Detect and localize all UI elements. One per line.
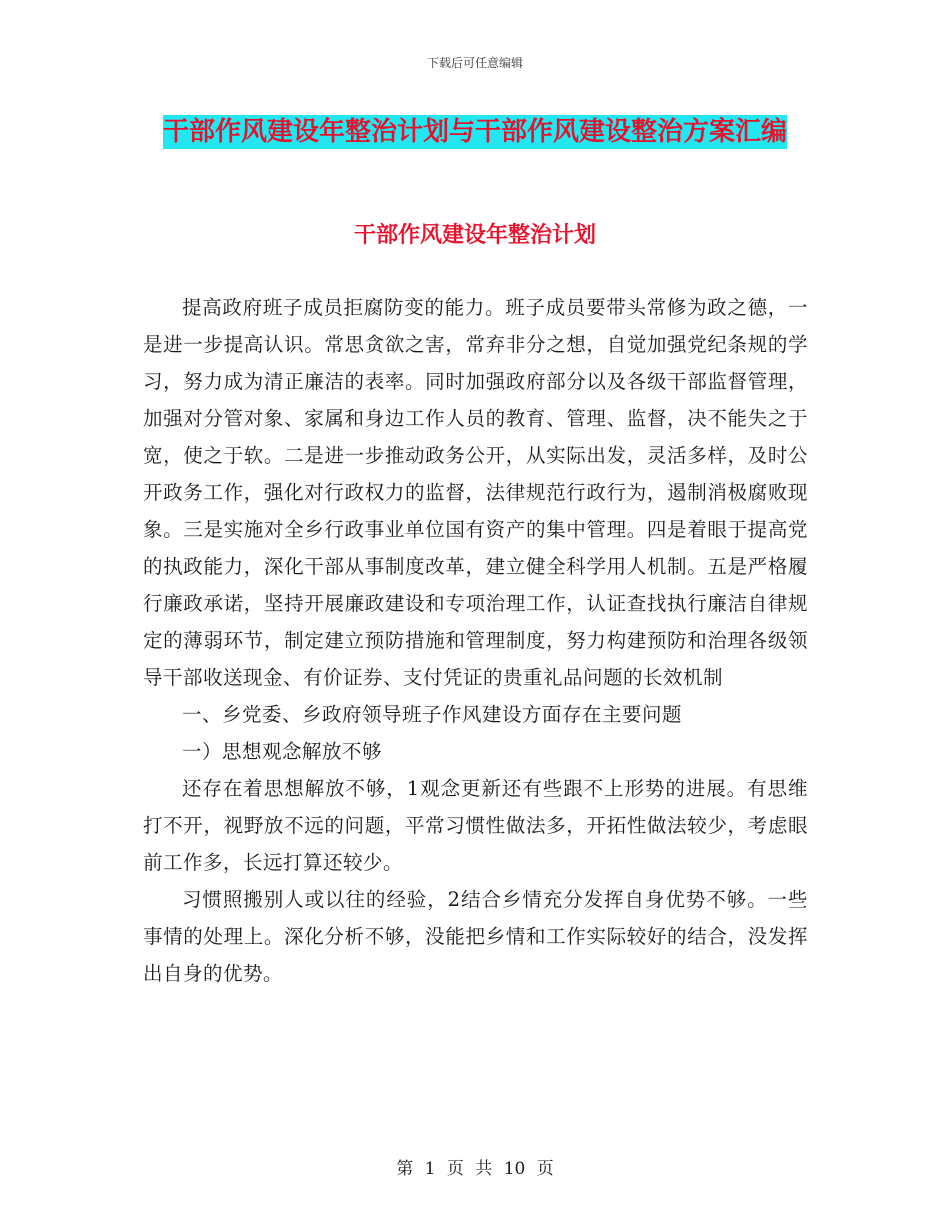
page-header-note: 下载后可任意编辑: [426, 56, 523, 70]
page-footer: 第 1 页 共 10 页: [396, 1159, 554, 1179]
body-paragraph: 一）思想观念解放不够: [182, 740, 383, 763]
body-paragraph: 提高政府班子成员拒腐防变的能力。班子成员要带头常修为政之德，一是进一步提高认识。常思贪欲之害，常弃非分之想，自觉加强党纪条规的学习，努力成为清正廉洁的表率。同时加强政府部分以及各级干部监督管理，加强对分管对象、家属和身边工作人员的教育、管理、监督，决不能失之于宽，使之于软。二是进一步推动政务公开，从实际出发，灵活多样，及时公开政务工作，强化对行政权力的监督，法律规范行政行为，遏制消极腐败现象。三是实施对全乡行政事业单位国有资产的集中管理。四是着眼于提高党的执政能力，深化干部从事制度改革，建立健全科学用人机制。五是严格履行廉政承诺，坚持开展廉政建设和专项治理工作，认证查找执行廉洁自律规定的薄弱环节，制定建立预防措施和管理制度，努力构建预防和治理各级领导干部收送现金、有价证券、支付凭证的贵重礼品问题的长效机制: [143, 296, 808, 689]
document-title: [140, 108, 810, 156]
document-body: [143, 289, 808, 992]
section-title: 干部作风建设年整治计划: [353, 223, 596, 248]
body-paragraph: 习惯照搬别人或以往的经验，2结合乡情充分发挥自身优势不够。一些事情的处理上。深化分析不够，没能把乡情和工作实际较好的结合，没发挥出自身的优势。: [143, 888, 808, 985]
body-paragraph: 还存在着思想解放不够，1观念更新还有些跟不上形势的进展。有思维打不开，视野放不远的问题，平常习惯性做法多，开拓性做法较少，考虑眼前工作多，长远打算还较少。: [143, 777, 808, 874]
body-paragraph: 一、乡党委、乡政府领导班子作风建设方面存在主要问题: [182, 703, 683, 726]
document-title-text: 干部作风建设年整治计划与干部作风建设整治方案汇编: [162, 117, 787, 147]
